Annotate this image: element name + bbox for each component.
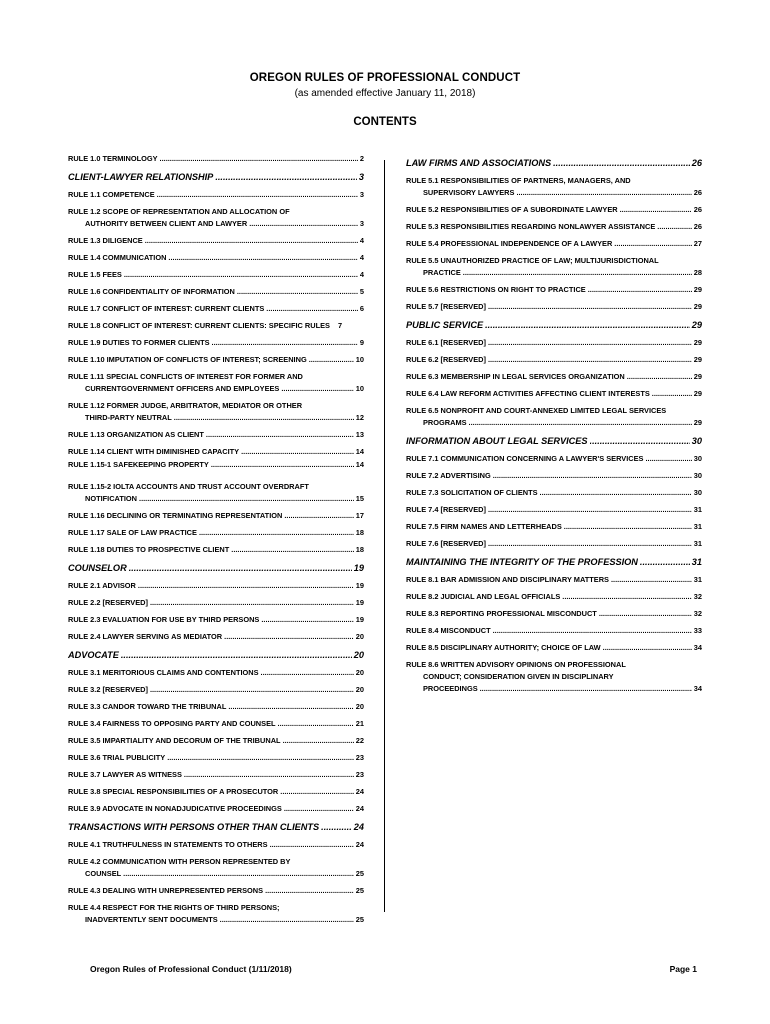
toc-section-entry xyxy=(68,171,364,184)
toc-rule-entry xyxy=(68,446,364,458)
toc-entry-title: RULE 5.3 RESPONSIBILITIES REGARDING NONLAWYER ASSISTANCE xyxy=(406,222,656,231)
toc-entry-title: RULE 3.3 CANDOR TOWARD THE TRIBUNAL xyxy=(68,702,227,711)
toc-entry-title: RULE 1.15-2 IOLTA ACCOUNTS AND TRUST ACCOUNT OVERDRAFT xyxy=(68,482,309,491)
toc-page-number: 29 xyxy=(693,302,702,311)
toc-page-number: 32 xyxy=(693,592,702,601)
toc-leader-dots xyxy=(645,453,691,465)
toc-leader-dots xyxy=(160,153,358,165)
toc-leader-dots xyxy=(184,769,354,781)
toc-rule-entry xyxy=(406,354,702,366)
toc-section-entry xyxy=(406,435,702,448)
toc-leader-dots xyxy=(588,284,692,296)
toc-rule-entry xyxy=(406,388,702,400)
toc-rule-entry xyxy=(68,320,364,332)
toc-page-number: 20 xyxy=(353,650,364,660)
toc-entry-title: RULE 6.3 MEMBERSHIP IN LEGAL SERVICES ORGANIZATION xyxy=(406,372,625,381)
toc-rule-entry xyxy=(68,354,364,366)
toc-entry-title: RULE 4.1 TRUTHFULNESS IN STATEMENTS TO OTHERS xyxy=(68,840,268,849)
toc-rule-entry xyxy=(406,221,702,233)
toc-entry-title: RULE 1.16 DECLINING OR TERMINATING REPRESENTATION xyxy=(68,511,283,520)
toc-page-number: 22 xyxy=(355,736,364,745)
toc-rule-entry xyxy=(68,631,364,643)
toc-rule-entry xyxy=(406,301,702,313)
toc-page-number: 21 xyxy=(355,719,364,728)
toc-page-number: 20 xyxy=(355,632,364,641)
toc-rule-entry xyxy=(68,544,364,556)
toc-entry-title: RULE 3.4 FAIRNESS TO OPPOSING PARTY AND COUNSEL xyxy=(68,719,276,728)
toc-page-number: 31 xyxy=(693,505,702,514)
toc-rule-entry xyxy=(406,625,702,637)
toc-leader-dots xyxy=(488,538,692,550)
toc-entry-title: ADVOCATE xyxy=(68,650,119,660)
toc-entry-title: RULE 4.2 COMMUNICATION WITH PERSON REPRESENTED BY xyxy=(68,857,291,866)
toc-page-number: 24 xyxy=(355,840,364,849)
toc-leader-dots xyxy=(129,562,352,575)
toc-leader-dots xyxy=(627,371,692,383)
toc-entry-title: RULE 8.5 DISCIPLINARY AUTHORITY; CHOICE OF LAW xyxy=(406,643,601,652)
toc-page-number: 2 xyxy=(359,154,364,163)
toc-leader-dots xyxy=(516,187,691,199)
toc-leader-dots xyxy=(199,527,354,539)
toc-rule-entry xyxy=(68,580,364,592)
toc-entry-title: RULE 1.8 CONFLICT OF INTEREST: CURRENT CLIENTS: SPECIFIC RULES xyxy=(68,321,330,330)
toc-rule-entry xyxy=(68,235,364,247)
toc-leader-dots xyxy=(488,354,692,366)
toc-entry-title: AUTHORITY BETWEEN CLIENT AND LAWYER xyxy=(85,219,248,228)
toc-page-number: 29 xyxy=(693,389,702,398)
toc-entry-title: RULE 8.3 REPORTING PROFESSIONAL MISCONDUCT xyxy=(406,609,597,618)
toc-page-number: 20 xyxy=(355,668,364,677)
toc-entry-title: RULE 7.3 SOLICITATION OF CLIENTS xyxy=(406,488,538,497)
toc-page-number: 27 xyxy=(693,239,702,248)
toc-entry-title: RULE 1.17 SALE OF LAW PRACTICE xyxy=(68,528,197,537)
toc-section-entry xyxy=(406,556,702,569)
toc-leader-dots xyxy=(562,591,692,603)
toc-leader-dots xyxy=(480,683,692,695)
toc-leader-dots xyxy=(278,718,354,730)
toc-entry-title: RULE 1.1 COMPETENCE xyxy=(68,190,155,199)
toc-rule-entry xyxy=(406,470,702,482)
toc-leader-dots xyxy=(241,446,354,458)
toc-page-number: 23 xyxy=(355,753,364,762)
toc-page-number: 30 xyxy=(693,488,702,497)
toc-entry-title: RULE 6.2 [RESERVED] xyxy=(406,355,486,364)
toc-rule-entry xyxy=(68,735,364,747)
toc-page-number: 24 xyxy=(353,822,364,832)
toc-entry-title: RULE 1.12 FORMER JUDGE, ARBITRATOR, MEDIATOR OR OTHER xyxy=(68,401,303,410)
toc-entry-title: RULE 5.6 RESTRICTIONS ON RIGHT TO PRACTICE xyxy=(406,285,586,294)
toc-rule-entry xyxy=(406,238,702,250)
toc-leader-dots xyxy=(603,642,692,654)
toc-entry-title: RULE 1.6 CONFIDENTIALITY OF INFORMATION xyxy=(68,287,235,296)
toc-rule-entry xyxy=(68,510,364,522)
document-title: OREGON RULES OF PROFESSIONAL CONDUCT xyxy=(249,72,521,84)
toc-page-number: 19 xyxy=(355,615,364,624)
toc-rule-entry xyxy=(68,371,364,395)
toc-entry-title: RULE 3.6 TRIAL PUBLICITY xyxy=(68,753,166,762)
toc-rule-entry xyxy=(406,504,702,516)
toc-rule-entry xyxy=(68,252,364,264)
toc-page-number: 19 xyxy=(353,563,364,573)
toc-entry-title: TRANSACTIONS WITH PERSONS OTHER THAN CLIENTS xyxy=(68,822,320,832)
toc-entry-title: RULE 1.14 CLIENT WITH DIMINISHED CAPACITY xyxy=(68,447,240,456)
toc-page-number: 29 xyxy=(691,320,702,330)
toc-leader-dots xyxy=(614,238,691,250)
toc-rule-entry xyxy=(406,574,702,586)
toc-leader-dots xyxy=(284,803,354,815)
toc-page-number: 20 xyxy=(355,685,364,694)
toc-leader-dots xyxy=(620,204,692,216)
toc-entry-title: RULE 2.1 ADVISOR xyxy=(68,581,136,590)
toc-page-number: 18 xyxy=(355,545,364,554)
toc-page-number: 34 xyxy=(693,684,702,693)
toc-rule-entry xyxy=(406,204,702,216)
toc-entry-title: RULE 5.2 RESPONSIBILITIES OF A SUBORDINATE LAWYER xyxy=(406,205,618,214)
toc-page-number: 6 xyxy=(359,304,364,313)
toc-leader-dots xyxy=(261,614,353,626)
toc-rule-entry xyxy=(406,642,702,654)
toc-entry-title: RULE 7.5 FIRM NAMES AND LETTERHEADS xyxy=(406,522,562,531)
toc-entry-title: RULE 2.3 EVALUATION FOR USE BY THIRD PERSONS xyxy=(68,615,260,624)
toc-entry-title: RULE 3.1 MERITORIOUS CLAIMS AND CONTENTIONS xyxy=(68,668,259,677)
toc-entry-title: COUNSELOR xyxy=(68,563,127,573)
toc-page-number: 30 xyxy=(691,436,702,446)
toc-leader-dots xyxy=(121,649,352,662)
toc-leader-dots xyxy=(139,493,354,505)
toc-rule-entry xyxy=(406,608,702,620)
toc-page-number: 26 xyxy=(693,188,702,197)
toc-rule-entry xyxy=(68,527,364,539)
toc-page-number: 31 xyxy=(693,539,702,548)
toc-page-number: 31 xyxy=(693,575,702,584)
toc-rule-entry xyxy=(68,701,364,713)
toc-entry-title: RULE 1.0 TERMINOLOGY xyxy=(68,154,158,163)
toc-rule-entry xyxy=(68,667,364,679)
toc-entry-title: RULE 3.9 ADVOCATE IN NONADJUDICATIVE PROCEEDINGS xyxy=(68,804,282,813)
toc-page-number: 3 xyxy=(359,219,364,228)
toc-entry-title: RULE 1.11 SPECIAL CONFLICTS OF INTEREST FOR FORMER AND xyxy=(68,372,303,381)
toc-page-number: 25 xyxy=(355,886,364,895)
toc-entry-title: RULE 1.5 FEES xyxy=(68,270,122,279)
toc-rule-entry xyxy=(68,429,364,441)
toc-section-entry xyxy=(68,821,364,834)
toc-leader-dots xyxy=(488,337,692,349)
toc-page-number: 26 xyxy=(693,222,702,231)
toc-page-number: 3 xyxy=(358,172,364,182)
toc-page-number: 15 xyxy=(355,494,364,503)
toc-entry-title: RULE 1.4 COMMUNICATION xyxy=(68,253,167,262)
toc-section-entry xyxy=(406,157,702,170)
toc-page-number: 26 xyxy=(693,205,702,214)
toc-leader-dots xyxy=(265,885,354,897)
toc-rule-entry xyxy=(68,614,364,626)
toc-page-number: 24 xyxy=(355,804,364,813)
toc-rule-entry xyxy=(406,175,702,199)
toc-entry-title: RULE 2.2 [RESERVED] xyxy=(68,598,148,607)
toc-page-number: 33 xyxy=(693,626,702,635)
toc-entry-title: RULE 6.5 NONPROFIT AND COURT-ANNEXED LIMITED LEGAL SERVICES xyxy=(406,406,667,415)
toc-entry-title: RULE 8.1 BAR ADMISSION AND DISCIPLINARY MATTERS xyxy=(406,575,609,584)
toc-page-number: 13 xyxy=(355,430,364,439)
document-subtitle: (as amended effective January 11, 2018) xyxy=(294,88,476,99)
toc-rule-entry xyxy=(68,803,364,815)
toc-page-number: 25 xyxy=(355,915,364,924)
toc-page-number: 4 xyxy=(359,236,364,245)
toc-page-number: 10 xyxy=(355,384,364,393)
toc-entry-title: RULE 1.10 IMPUTATION OF CONFLICTS OF INTEREST; SCREENING xyxy=(68,355,307,364)
toc-leader-dots xyxy=(145,235,358,247)
toc-rule-entry xyxy=(406,591,702,603)
toc-entry-title: RULE 1.2 SCOPE OF REPRESENTATION AND ALLOCATION OF xyxy=(68,207,290,216)
toc-entry-title: RULE 5.5 UNAUTHORIZED PRACTICE OF LAW; MULTIJURISDICTIONAL xyxy=(406,256,659,265)
toc-rule-entry xyxy=(68,885,364,897)
toc-leader-dots xyxy=(138,580,354,592)
toc-rule-entry xyxy=(68,786,364,798)
toc-leader-dots xyxy=(237,286,358,298)
toc-rule-entry xyxy=(68,902,364,926)
toc-rule-entry xyxy=(68,769,364,781)
toc-entry-title: PRACTICE xyxy=(423,268,461,277)
toc-entry-title: RULE 8.4 MISCONDUCT xyxy=(406,626,491,635)
toc-entry-title: RULE 7.1 COMMUNICATION CONCERNING A LAWYER'S SERVICES xyxy=(406,454,644,463)
toc-entry-title: RULE 3.2 [RESERVED] xyxy=(68,685,148,694)
toc-leader-dots xyxy=(590,435,690,448)
toc-rule-entry xyxy=(68,337,364,349)
toc-leader-dots xyxy=(488,504,692,516)
toc-page-number: 32 xyxy=(693,609,702,618)
toc-entry-title: RULE 5.1 RESPONSIBILITIES OF PARTNERS, MANAGERS, AND xyxy=(406,176,631,185)
toc-section-entry xyxy=(406,319,702,332)
toc-page-number: 29 xyxy=(693,285,702,294)
toc-entry-title: RULE 1.3 DILIGENCE xyxy=(68,236,143,245)
toc-entry-title: COUNSEL xyxy=(85,869,122,878)
toc-leader-dots xyxy=(283,735,354,747)
toc-leader-dots xyxy=(211,459,354,471)
toc-entry-title: RULE 1.18 DUTIES TO PROSPECTIVE CLIENT xyxy=(68,545,230,554)
toc-rule-entry xyxy=(68,459,364,471)
toc-entry-title: RULE 3.8 SPECIAL RESPONSIBILITIES OF A PROSECUTOR xyxy=(68,787,279,796)
toc-page-number: 34 xyxy=(693,643,702,652)
toc-leader-dots xyxy=(599,608,692,620)
toc-rule-entry xyxy=(406,521,702,533)
toc-page-number: 30 xyxy=(693,471,702,480)
toc-entry-title: RULE 6.4 LAW REFORM ACTIVITIES AFFECTING CLIENT INTERESTS xyxy=(406,389,650,398)
toc-leader-dots xyxy=(463,267,692,279)
footer-document-name: Oregon Rules of Professional Conduct (1/11/2018) xyxy=(90,964,292,974)
toc-leader-dots xyxy=(123,868,354,880)
toc-leader-dots xyxy=(206,429,354,441)
toc-entry-title: RULE 7.6 [RESERVED] xyxy=(406,539,486,548)
toc-entry-title: RULE 1.7 CONFLICT OF INTEREST: CURRENT CLIENTS xyxy=(68,304,265,313)
toc-leader-dots xyxy=(157,189,358,201)
toc-leader-dots xyxy=(231,544,354,556)
toc-leader-dots xyxy=(640,556,690,569)
toc-page-number: 18 xyxy=(355,528,364,537)
toc-page-number: 4 xyxy=(359,253,364,262)
toc-page-number: 25 xyxy=(355,869,364,878)
toc-page-number: 26 xyxy=(691,158,702,168)
toc-entry-title: RULE 6.1 [RESERVED] xyxy=(406,338,486,347)
toc-rule-entry xyxy=(406,659,702,695)
toc-entry-title: PROCEEDINGS xyxy=(423,684,478,693)
toc-page-number: 19 xyxy=(355,598,364,607)
toc-page-number: 23 xyxy=(355,770,364,779)
toc-leader-dots xyxy=(215,171,357,184)
toc-leader-dots xyxy=(124,269,358,281)
toc-rule-entry xyxy=(68,481,364,505)
toc-rule-entry xyxy=(406,405,702,429)
toc-rule-entry xyxy=(406,337,702,349)
column-divider xyxy=(384,160,385,912)
toc-rule-entry xyxy=(406,538,702,550)
toc-rule-entry xyxy=(406,284,702,296)
toc-rule-entry xyxy=(68,718,364,730)
toc-entry-title: CURRENTGOVERNMENT OFFICERS AND EMPLOYEES xyxy=(85,384,280,393)
toc-page-number: 29 xyxy=(693,372,702,381)
toc-entry-title: RULE 7.2 ADVERTISING xyxy=(406,471,491,480)
toc-page-number: 29 xyxy=(693,418,702,427)
toc-page-number: 12 xyxy=(355,413,364,422)
toc-leader-dots xyxy=(150,597,354,609)
toc-leader-dots xyxy=(309,354,354,366)
toc-page-number: 28 xyxy=(693,268,702,277)
toc-leader-dots xyxy=(249,218,358,230)
toc-leader-dots xyxy=(281,383,353,395)
toc-rule-entry xyxy=(68,303,364,315)
toc-entry-title: LAW FIRMS AND ASSOCIATIONS xyxy=(406,158,552,168)
toc-page-number: 19 xyxy=(355,581,364,590)
toc-leader-dots xyxy=(261,667,354,679)
toc-leader-dots xyxy=(469,417,692,429)
toc-page-number: 17 xyxy=(355,511,364,520)
toc-entry-title: RULE 4.3 DEALING WITH UNREPRESENTED PERSONS xyxy=(68,886,264,895)
toc-leader-dots xyxy=(540,487,692,499)
toc-leader-dots xyxy=(488,301,692,313)
toc-rule-entry xyxy=(68,597,364,609)
toc-entry-title: RULE 3.7 LAWYER AS WITNESS xyxy=(68,770,182,779)
toc-entry-title: RULE 5.4 PROFESSIONAL INDEPENDENCE OF A LAWYER xyxy=(406,239,613,248)
toc-leader-dots xyxy=(150,684,354,696)
toc-entry-title: RULE 8.6 WRITTEN ADVISORY OPINIONS ON PROFESSIONAL xyxy=(406,660,626,669)
toc-page-number: 5 xyxy=(359,287,364,296)
toc-entry-title: PUBLIC SERVICE xyxy=(406,320,484,330)
toc-entry-title: RULE 8.2 JUDICIAL AND LEGAL OFFICIALS xyxy=(406,592,561,601)
toc-entry-title: RULE 5.7 [RESERVED] xyxy=(406,302,486,311)
contents-heading: CONTENTS xyxy=(353,116,417,128)
toc-entry-title: THIRD-PARTY NEUTRAL xyxy=(85,413,172,422)
toc-rule-entry xyxy=(68,400,364,424)
toc-page-number: 9 xyxy=(359,338,364,347)
toc-page-number: 24 xyxy=(355,787,364,796)
toc-left-column xyxy=(68,153,364,926)
toc-entry-title: CLIENT-LAWYER RELATIONSHIP xyxy=(68,172,214,182)
toc-rule-entry xyxy=(406,371,702,383)
toc-page-number: 14 xyxy=(355,460,364,469)
toc-page-number: 7 xyxy=(337,321,343,330)
toc-section-entry xyxy=(68,562,364,575)
toc-rule-entry xyxy=(406,487,702,499)
toc-leader-dots xyxy=(485,319,690,332)
toc-leader-dots xyxy=(657,221,692,233)
toc-entry-title: SUPERVISORY LAWYERS xyxy=(423,188,515,197)
toc-entry-title: RULE 1.15-1 SAFEKEEPING PROPERTY xyxy=(68,460,209,469)
toc-leader-dots xyxy=(652,388,692,400)
toc-leader-dots xyxy=(168,252,357,264)
toc-entry-title: MAINTAINING THE INTEGRITY OF THE PROFESSION xyxy=(406,557,638,567)
toc-leader-dots xyxy=(284,510,353,522)
toc-leader-dots xyxy=(174,412,354,424)
toc-rule-entry xyxy=(68,286,364,298)
toc-entry-title: INADVERTENTLY SENT DOCUMENTS xyxy=(85,915,218,924)
toc-rule-entry xyxy=(68,752,364,764)
toc-entry-title: NOTIFICATION xyxy=(85,494,138,503)
toc-rule-entry xyxy=(406,453,702,465)
toc-page-number: 10 xyxy=(355,355,364,364)
toc-leader-dots xyxy=(564,521,692,533)
toc-leader-dots xyxy=(228,701,353,713)
toc-leader-dots xyxy=(212,337,358,349)
toc-entry-title: RULE 7.4 [RESERVED] xyxy=(406,505,486,514)
toc-entry-title: RULE 3.5 IMPARTIALITY AND DECORUM OF THE TRIBUNAL xyxy=(68,736,281,745)
toc-leader-dots xyxy=(266,303,358,315)
toc-page-number: 29 xyxy=(693,355,702,364)
toc-leader-dots xyxy=(220,914,354,926)
toc-page-number: 20 xyxy=(355,702,364,711)
footer-page-number: Page 1 xyxy=(669,964,697,974)
toc-rule-entry xyxy=(68,153,364,165)
toc-section-entry xyxy=(68,649,364,662)
toc-entry-title: RULE 2.4 LAWYER SERVING AS MEDIATOR xyxy=(68,632,223,641)
toc-entry-title: PROGRAMS xyxy=(423,418,467,427)
toc-leader-dots xyxy=(611,574,692,586)
document-header xyxy=(0,72,770,128)
toc-page-number: 30 xyxy=(693,454,702,463)
toc-page-number: 4 xyxy=(359,270,364,279)
toc-page-number: 14 xyxy=(355,447,364,456)
toc-page-number: 31 xyxy=(691,557,702,567)
toc-right-column xyxy=(406,157,702,695)
toc-rule-entry xyxy=(68,684,364,696)
toc-leader-dots xyxy=(280,786,354,798)
toc-entry-title: CONDUCT; CONSIDERATION GIVEN IN DISCIPLINARY xyxy=(423,672,614,681)
toc-leader-dots xyxy=(493,470,692,482)
toc-rule-entry xyxy=(68,269,364,281)
toc-entry-title: RULE 1.13 ORGANIZATION AS CLIENT xyxy=(68,430,204,439)
toc-page-number: 31 xyxy=(693,522,702,531)
toc-entry-title: INFORMATION ABOUT LEGAL SERVICES xyxy=(406,436,588,446)
toc-leader-dots xyxy=(270,839,354,851)
toc-leader-dots xyxy=(553,157,690,170)
toc-rule-entry xyxy=(68,189,364,201)
toc-leader-dots xyxy=(493,625,692,637)
toc-rule-entry xyxy=(406,255,702,279)
toc-rule-entry xyxy=(68,839,364,851)
toc-page-number: 3 xyxy=(359,190,364,199)
toc-entry-title: RULE 4.4 RESPECT FOR THE RIGHTS OF THIRD PERSONS; xyxy=(68,903,280,912)
toc-leader-dots xyxy=(167,752,354,764)
toc-leader-dots xyxy=(321,821,352,834)
toc-rule-entry xyxy=(68,856,364,880)
toc-entry-title: RULE 1.9 DUTIES TO FORMER CLIENTS xyxy=(68,338,210,347)
toc-page-number: 29 xyxy=(693,338,702,347)
toc-leader-dots xyxy=(224,631,354,643)
toc-rule-entry xyxy=(68,206,364,230)
